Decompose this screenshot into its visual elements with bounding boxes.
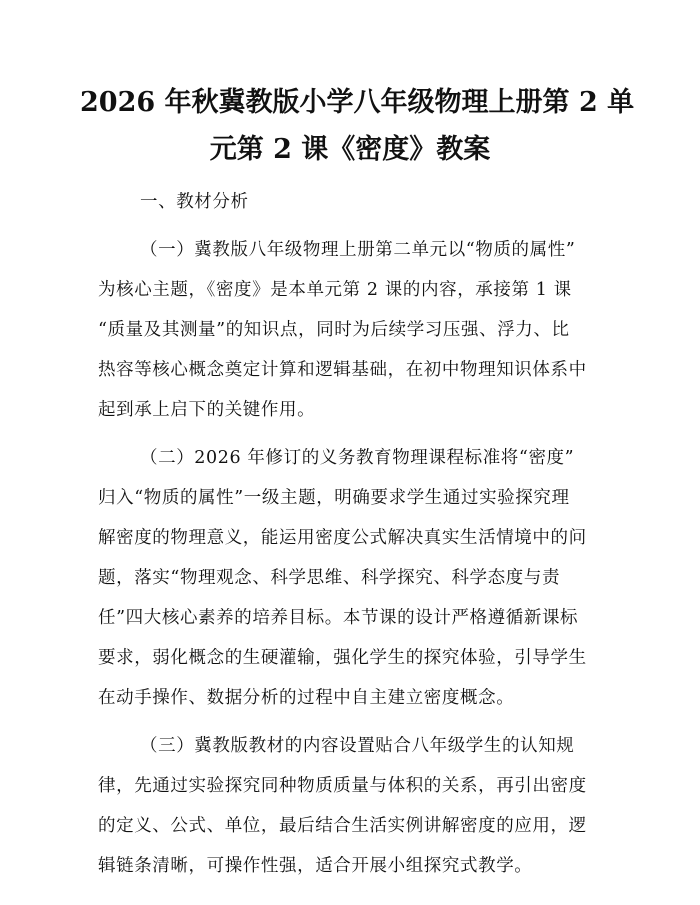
paragraph-line: （三）冀教版教材的内容设置贴合八年级学生的认知规 bbox=[140, 736, 575, 756]
paragraph-line: （二）2026 年修订的义务教育物理课程标准将“密度” bbox=[140, 448, 575, 468]
paragraph-line: 律，先通过实验探究同种物质质量与体积的关系，再引出密度 bbox=[98, 776, 587, 796]
paragraph-line: 的定义、公式、单位，最后结合生活实例讲解密度的应用，逻 bbox=[98, 816, 587, 836]
paragraph-line: 解密度的物理意义，能运用密度公式解决真实生活情境中的问 bbox=[98, 528, 587, 548]
paragraph-line: （一）冀教版八年级物理上册第二单元以“物质的属性” bbox=[140, 240, 576, 260]
paragraph-line: 题，落实“物理观念、科学思维、科学探究、科学态度与责 bbox=[98, 568, 561, 588]
paragraph-line: 为核心主题，《密度》是本单元第 2 课的内容，承接第 1 课 bbox=[98, 280, 572, 300]
paragraph-line: 起到承上启下的关键作用。 bbox=[98, 400, 316, 420]
paragraph-line: 任”四大核心素养的培养目标。本节课的设计严格遵循新课标 bbox=[98, 608, 579, 628]
document-title-line-2: 元第 2 课《密度》教案 bbox=[209, 134, 491, 165]
paragraph-line: 归入“物质的属性”一级主题，明确要求学生通过实验探究理 bbox=[98, 488, 570, 508]
document-title-line-1: 2026 年秋冀教版小学八年级物理上册第 2 单 bbox=[80, 87, 635, 118]
paragraph-line: 要求，弱化概念的生硬灌输，强化学生的探究体验，引导学生 bbox=[98, 648, 587, 668]
paragraph-line: 在动手操作、数据分析的过程中自主建立密度概念。 bbox=[98, 688, 515, 708]
paragraph-line: “质量及其测量”的知识点，同时为后续学习压强、浮力、比 bbox=[98, 320, 570, 340]
paragraph-line: 热容等核心概念奠定计算和逻辑基础，在初中物理知识体系中 bbox=[98, 360, 587, 380]
paragraph-line: 辑链条清晰，可操作性强，适合开展小组探究式教学。 bbox=[98, 856, 533, 876]
section-heading: 一、教材分析 bbox=[140, 192, 249, 212]
